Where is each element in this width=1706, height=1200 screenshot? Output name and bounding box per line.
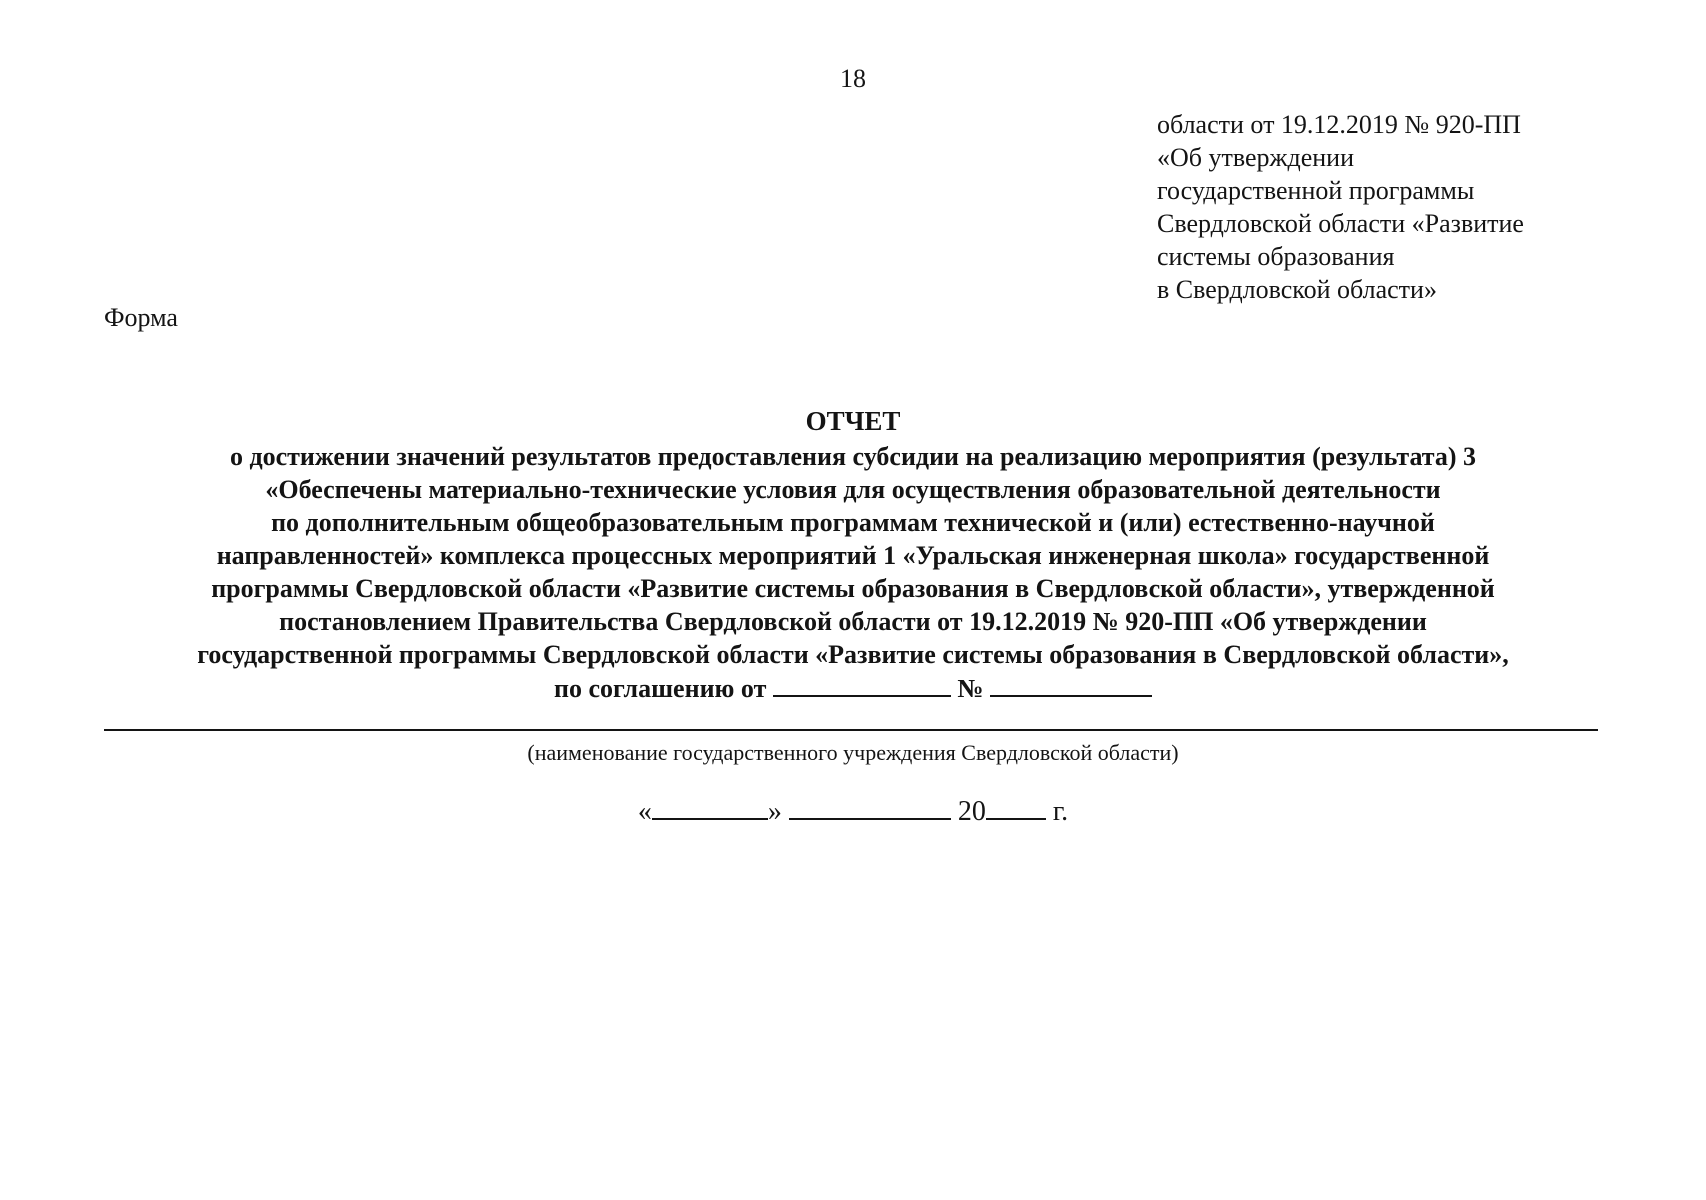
- report-body: [100, 440, 1606, 705]
- date-close-quote: »: [767, 796, 782, 827]
- report-title: ОТЧЕТ: [805, 406, 901, 436]
- approval-line: государственной программы: [1157, 176, 1475, 205]
- report-body-line: направленностей» комплекса процессных мероприятий 1 «Уральская инженерная школа» государственной: [216, 541, 1490, 570]
- approval-line: в Свердловской области»: [1157, 275, 1437, 304]
- year-suffix: г.: [1052, 796, 1069, 827]
- report-body-line: по дополнительным общеобразовательным программам технической и (или) естественно-научной: [271, 508, 1435, 537]
- approval-block: [1157, 108, 1524, 306]
- month-blank[interactable]: [789, 794, 951, 820]
- report-body-line: «Обеспечены материально-технические условия для осуществления образовательной деятельности: [265, 475, 1441, 504]
- report-body-line: постановлением Правительства Свердловской области от 19.12.2019 № 920-ПП «Об утверждении: [279, 607, 1427, 636]
- agreement-number-blank[interactable]: [990, 671, 1152, 697]
- report-body-line: о достижении значений результатов предоставления субсидии на реализацию мероприятия (результата) 3: [229, 442, 1477, 471]
- agreement-prefix: по соглашению от: [554, 674, 767, 703]
- date-open-quote: «: [637, 796, 652, 827]
- date-line: [0, 794, 1706, 828]
- agreement-number-sign: №: [957, 674, 984, 703]
- approval-line: области от 19.12.2019 № 920-ПП: [1157, 110, 1521, 139]
- report-body-line: программы Свердловской области «Развитие системы образования в Свердловской области», утвержденной: [211, 574, 1495, 603]
- approval-line: Свердловской области «Развитие: [1157, 209, 1524, 238]
- approval-line: системы образования: [1157, 242, 1395, 271]
- page-number: 18: [840, 64, 866, 93]
- institution-caption: (наименование государственного учреждения Свердловской области): [527, 740, 1179, 765]
- form-label: Форма: [104, 303, 178, 332]
- year-blank[interactable]: [986, 794, 1046, 820]
- year-prefix: 20: [957, 796, 986, 827]
- agreement-line: [100, 671, 1606, 705]
- approval-line: «Об утверждении: [1157, 143, 1355, 172]
- day-blank[interactable]: [652, 794, 768, 820]
- institution-name-rule[interactable]: [104, 729, 1598, 731]
- agreement-date-blank[interactable]: [773, 671, 951, 697]
- report-body-line: государственной программы Свердловской области «Развитие системы образования в Свердловской области»,: [197, 640, 1509, 669]
